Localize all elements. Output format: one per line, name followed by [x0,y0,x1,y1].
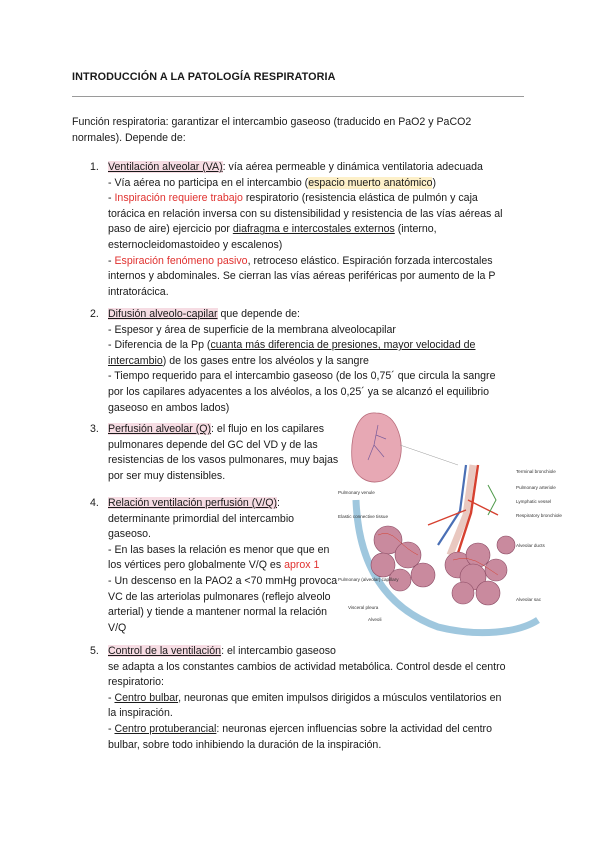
item-text: , retroceso elástico. Espiración forzada intercostales [247,254,493,267]
item-text: : neuronas ejercen influencias sobre la actividad del centro [216,722,492,735]
underlined-text: Centro protuberancial [114,722,217,735]
item-text: determinante primordial del intercambio [108,512,295,525]
item-text: respiratorio (resistencia elástica de pulmón y caja [242,192,478,205]
item-text: los vértices pero globalmente V/Q es [108,559,285,572]
item-text: respiratorio: [108,676,164,689]
label-pulmonary-venule: Pulmonary venule [338,490,375,495]
highlight-espacio-muerto: espacio muerto anatómico [308,176,433,189]
item-text: : el flujo en los capilares [211,423,325,435]
red-text: Espiración fenómeno pasivo [114,254,248,267]
item-text: : el intercambio gaseoso [221,645,336,657]
item-text: - [108,722,115,735]
item-text: intratorácica. [108,285,169,298]
title-divider [72,96,524,97]
label-alveolar-ducts: Alveolar ducts [516,543,545,548]
item-text: , neuronas que emiten impulsos dirigidos a músculos ventilatorios en [178,691,502,704]
underlined-text: cuanta más diferencia de presiones, mayor velocidad de [210,339,476,352]
label-terminal-bronchiole: Terminal bronchiole [516,469,556,474]
item-text: (interno, [394,223,437,236]
intro-paragraph [72,115,532,146]
red-text: aprox 1 [284,559,320,572]
item-text: bulbar, sobre todo inhibiendo la duración de la inspiración. [108,738,382,751]
item-text: - Diferencia de la Pp ( [108,339,211,352]
item-text: ) de los gases entre los alvéolos y la sangre [162,354,369,367]
intro-line: Función respiratoria: garantizar el intercambio gaseoso (traducido en PaO2 y PaCO2 [72,116,472,128]
item-number: 4. [90,497,99,509]
label-elastic-tissue: Elastic connective tissue [338,514,389,519]
label-alveoli: Alveoli [368,617,382,622]
item-text: - En las bases la relación es menor que que en [108,543,330,556]
item-heading: Control de la ventilación [108,645,222,657]
item-text: - [108,192,115,205]
item-heading: Perfusión alveolar (Q) [108,423,212,435]
item-text: arterial) y tiende a mantener normal la relación [108,606,328,619]
item-text: se adapta a los constantes cambios de actividad metabólica. Control desde el centro [108,660,506,673]
item-text: VC de las arteriolas pulmonares (reflejo alveolo [108,590,331,603]
item-text: pulmonares depende del GC del VD y de las [108,438,318,451]
intro-line: normales). Depende de: [72,131,186,144]
item-text: paso de aire) ejercicio por [108,223,233,236]
item-heading: Difusión alveolo-capilar [108,308,218,320]
label-lymphatic-vessel: Lymphatic vessel [516,499,552,504]
item-text: por los capilares adyacentes a los alvéolos, a los 0,25´ ya se alcanzó el equilibrio [108,385,490,398]
label-alveolar-sac: Alveolar sac [516,597,542,602]
item-text: : vía aérea permeable y dinámica ventilatoria adecuada [222,161,483,173]
item-text: por ser muy distensibles. [108,469,226,482]
item-text: resistencias de los vasos pulmonares, muy bajas [108,454,339,467]
item-text: - Vía aérea no participa en el intercambio ( [108,176,309,189]
label-pulmonary-arteriole: Pulmonary arteriole [516,485,556,490]
item-number: 3. [90,423,99,435]
item-text: gaseoso. [108,528,151,541]
red-text: Inspiración requiere trabajo [114,192,243,205]
item-heading: Ventilación alveolar (VA) [108,161,223,173]
item-text: internos y abdominales. Se cierran las vías aéreas periféricas por aumento de la P [108,270,496,283]
item-text: la inspiración. [108,707,173,720]
item-text: que depende de: [217,308,301,320]
page-title: INTRODUCCIÓN A LA PATOLOGÍA RESPIRATORIA [72,71,336,83]
pointer-line [400,445,458,465]
item-text: torácica en relación inversa con su distensibilidad y resistencia de las vías aéreas al [108,207,503,220]
label-visceral-pleura: Visceral pleura [348,605,379,610]
label-respiratory-bronchiole: Respiratory bronchiole [516,513,562,518]
item-text: - Un descenso en la PAO2 a <70 mmHg provoca [108,574,338,587]
item-text: V/Q [108,621,127,634]
item-text: esternocleidomastoideo y escalenos) [108,238,283,251]
item-text: ) [432,176,436,189]
alveoli-anatomy-figure [338,405,562,635]
label-alveolar-capillary: Pulmonary (alveolar) capillary [338,577,399,582]
item-number: 1. [90,161,99,173]
item-text: - Tiempo requerido para el intercambio gaseoso (de los 0,75´ que circula la sangre [108,370,496,383]
underlined-text: Centro bulbar [114,691,179,704]
underlined-text: diafragma e intercostales externos [232,223,395,236]
item-text: gaseoso en ambos lados) [108,401,230,414]
item-heading: Relación ventilación perfusión (V/Q) [108,497,277,509]
item-text: : [277,497,280,509]
item-text: - [108,691,115,704]
item-text: - [108,254,115,267]
item-number: 2. [90,308,99,320]
underlined-text: intercambio [108,354,163,367]
item-text: - Espesor y área de superficie de la membrana alveolocapilar [108,323,396,336]
item-number: 5. [90,645,99,657]
